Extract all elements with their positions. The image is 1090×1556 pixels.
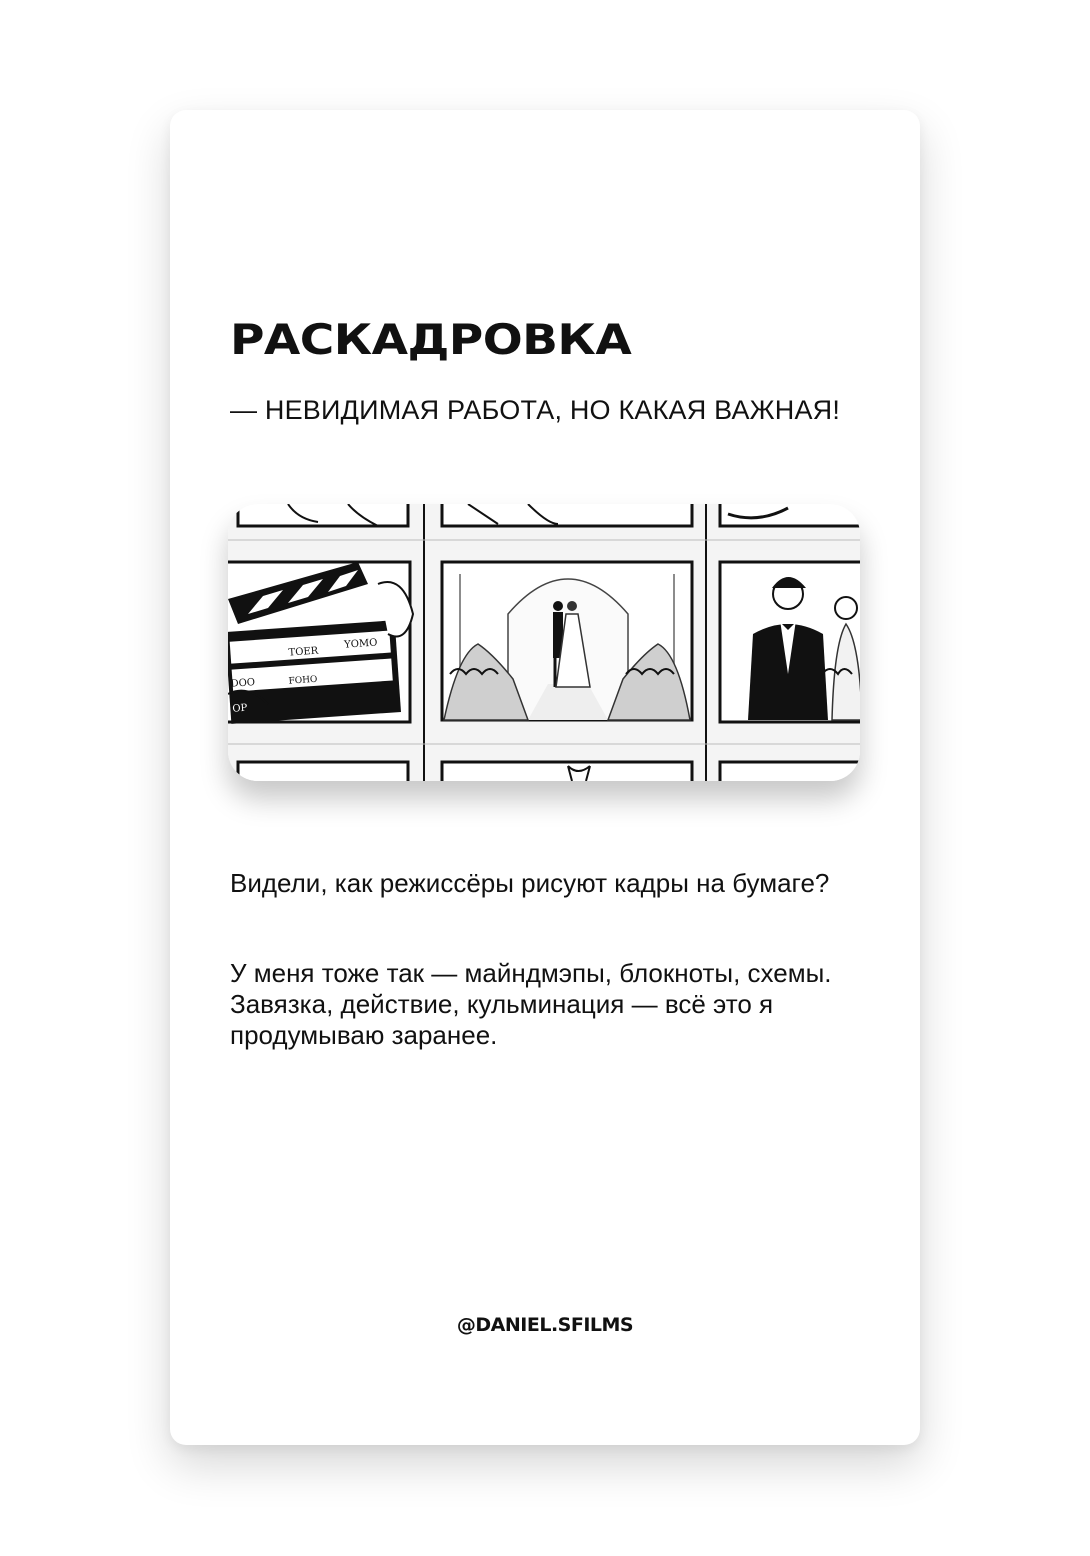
clapper-text-3: FOHO bbox=[288, 674, 318, 687]
clapper-text-2: YOMO bbox=[343, 637, 378, 651]
storyboard-illustration bbox=[228, 504, 860, 781]
intro-paragraph: Видели, как режиссёры рисуют кадры на бумаге? bbox=[230, 868, 830, 898]
clapperboard-frame bbox=[228, 562, 413, 724]
page-title: РАСКАДРОВКА bbox=[230, 315, 632, 364]
clapper-text-5: OP bbox=[232, 702, 248, 715]
clapper-text-4: DOO bbox=[230, 677, 256, 690]
wedding-aisle-frame bbox=[442, 562, 692, 720]
body-paragraph: У меня тоже так — майндмэпы, блокноты, схемы. Завязка, действие, кульминация — всё это я продумываю заранее. bbox=[230, 958, 832, 1050]
page-subtitle: — НЕВИДИМАЯ РАБОТА, НО КАКАЯ ВАЖНАЯ! bbox=[230, 395, 841, 425]
post-card bbox=[170, 110, 920, 1445]
groom-frame bbox=[720, 562, 860, 722]
clapper-text-1: TOER bbox=[288, 645, 319, 659]
author-handle: @DANIEL.SFILMS bbox=[456, 1314, 634, 1336]
